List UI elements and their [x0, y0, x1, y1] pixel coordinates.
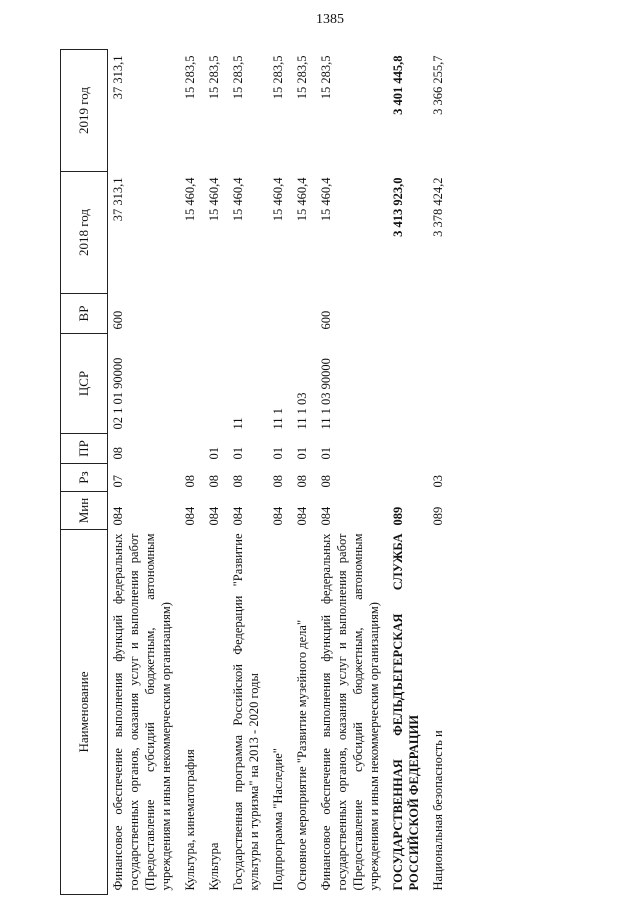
cell-name: Финансовое обеспечение выполнения функций федеральных государственных органов, оказания услуг и выполнения работ (Предоставление субсидий бюджетным, автономным учреждениям и иным некоммерческим организациям)	[319, 533, 381, 891]
cell-rz: 08	[183, 475, 197, 488]
cell-pr: 01	[207, 447, 221, 460]
header-rz: Рз	[61, 464, 108, 492]
table-row	[388, 50, 428, 895]
cell-vr	[428, 294, 452, 334]
table-row	[428, 50, 452, 895]
cell-csr: 11 1 03 90000	[319, 358, 333, 430]
header-2018: 2018 год	[61, 172, 108, 294]
cell-min: 084	[319, 506, 333, 526]
cell-y2019: 15 283,5	[231, 55, 245, 100]
cell-y2018: 15 460,4	[183, 177, 197, 222]
cell-csr: 11 1 03	[295, 392, 309, 430]
header-min: Мин	[61, 492, 108, 530]
cell-min: 084	[271, 506, 285, 526]
cell-vr: 600	[319, 310, 333, 330]
cell-vr	[292, 294, 316, 334]
cell-csr	[204, 334, 228, 434]
cell-pr: 01	[231, 447, 245, 460]
cell-vr	[204, 294, 228, 334]
cell-pr	[180, 434, 204, 464]
cell-y2018: 15 460,4	[207, 177, 221, 222]
header-row	[61, 50, 108, 895]
cell-name: Культура, кинематография	[183, 749, 197, 891]
cell-min: 084	[231, 506, 245, 526]
cell-y2019: 15 283,5	[271, 55, 285, 100]
table-row	[108, 50, 181, 895]
table-row	[180, 50, 204, 895]
cell-csr	[180, 334, 204, 434]
cell-y2018: 37 313,1	[111, 177, 125, 222]
cell-csr: 02 1 01 90000	[111, 357, 125, 430]
header-vr: ВР	[61, 294, 108, 334]
cell-rz: 07	[111, 475, 125, 488]
cell-y2019: 15 283,5	[183, 55, 197, 100]
cell-pr	[428, 434, 452, 464]
cell-y2019: 37 313,1	[111, 55, 125, 100]
cell-pr: 01	[295, 447, 309, 460]
header-pr: ПР	[61, 434, 108, 464]
cell-rz	[388, 464, 428, 492]
cell-pr: 08	[111, 447, 125, 460]
table-row	[268, 50, 292, 895]
cell-rz: 08	[295, 475, 309, 488]
cell-name: Культура	[207, 842, 221, 891]
cell-rz: 03	[431, 475, 445, 488]
cell-y2018: 3 378 424,2	[431, 177, 445, 237]
cell-min: 084	[207, 506, 221, 526]
cell-csr	[388, 334, 428, 434]
cell-csr: 11	[231, 417, 245, 430]
cell-name: Подпрограмма "Наследие"	[271, 748, 285, 891]
rotated-table-wrapper	[60, 50, 585, 895]
cell-csr	[428, 334, 452, 434]
cell-y2019: 3 401 445,8	[391, 55, 405, 115]
cell-pr: 01	[319, 447, 333, 460]
cell-y2018: 15 460,4	[271, 177, 285, 222]
header-2019: 2019 год	[61, 50, 108, 172]
cell-name: Финансовое обеспечение выполнения функций федеральных государственных органов, оказания услуг и выполнения работ (Предоставление субсидий бюджетным, автономным учреждениям и иным некоммерческим организациям)	[111, 533, 173, 891]
table-row	[292, 50, 316, 895]
cell-vr	[268, 294, 292, 334]
table-row	[204, 50, 228, 895]
cell-vr: 600	[111, 310, 125, 330]
cell-rz: 08	[231, 475, 245, 488]
cell-min: 084	[183, 506, 197, 526]
cell-pr	[388, 434, 428, 464]
cell-vr	[228, 294, 268, 334]
cell-y2019: 15 283,5	[207, 55, 221, 100]
cell-y2018: 15 460,4	[231, 177, 245, 222]
cell-name: Государственная программа Российской Федерации "Развитие культуры и туризма" на 2013 - 2020 годы	[231, 533, 261, 891]
cell-min: 084	[295, 506, 309, 526]
cell-y2018: 15 460,4	[295, 177, 309, 222]
cell-rz: 08	[271, 475, 285, 488]
cell-y2019: 15 283,5	[319, 55, 333, 100]
cell-csr: 11 1	[271, 408, 285, 430]
cell-rz: 08	[319, 475, 333, 488]
table-body	[108, 50, 453, 895]
budget-table	[60, 49, 452, 895]
cell-y2018: 3 413 923,0	[391, 177, 405, 237]
cell-min: 089	[431, 506, 445, 526]
cell-name: Национальная безопасность и	[431, 730, 445, 891]
cell-y2019: 15 283,5	[295, 55, 309, 100]
header-name: Наименование	[61, 530, 108, 895]
cell-vr	[388, 294, 428, 334]
cell-pr: 01	[271, 447, 285, 460]
cell-y2018: 15 460,4	[319, 177, 333, 222]
header-csr: ЦСР	[61, 334, 108, 434]
cell-min: 089	[391, 506, 405, 526]
cell-name: ГОСУДАРСТВЕННАЯ ФЕЛЬДЪЕГЕРСКАЯ СЛУЖБА РОССИЙСКОЙ ФЕДЕРАЦИИ	[391, 533, 421, 891]
cell-y2019: 3 366 255,7	[431, 55, 445, 115]
cell-rz: 08	[207, 475, 221, 488]
table-row	[316, 50, 388, 895]
cell-name: Основное мероприятие "Развитие музейного дела"	[295, 619, 309, 891]
cell-min: 084	[111, 506, 125, 526]
page-number: 1385	[316, 12, 344, 27]
table-row	[228, 50, 268, 895]
cell-vr	[180, 294, 204, 334]
